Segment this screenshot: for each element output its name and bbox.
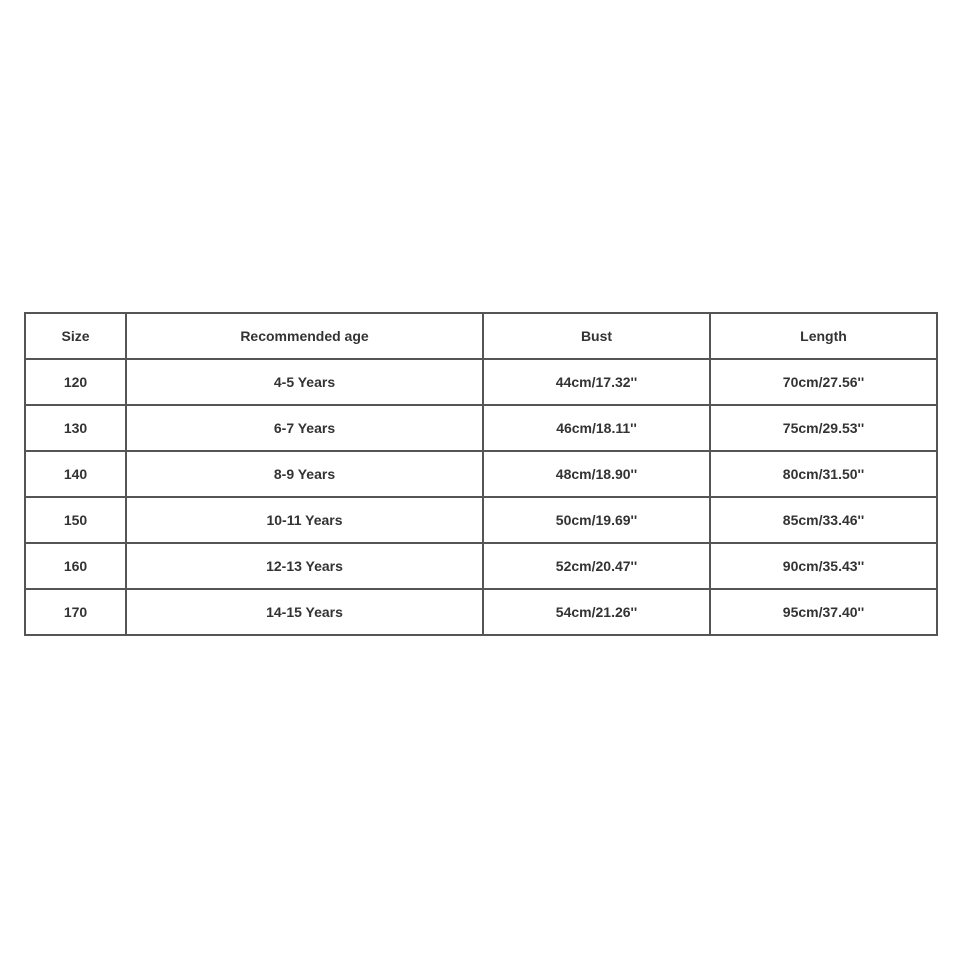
cell-bust: 52cm/20.47'': [483, 543, 710, 589]
cell-size: 120: [25, 359, 126, 405]
cell-length: 75cm/29.53'': [710, 405, 937, 451]
cell-recommended-age: 8-9 Years: [126, 451, 483, 497]
header-recommended-age: Recommended age: [126, 313, 483, 359]
cell-length: 85cm/33.46'': [710, 497, 937, 543]
cell-length: 80cm/31.50'': [710, 451, 937, 497]
table-header-row: [25, 313, 937, 359]
size-chart-table: [24, 312, 938, 636]
table-row: [25, 405, 937, 451]
cell-bust: 50cm/19.69'': [483, 497, 710, 543]
cell-size: 160: [25, 543, 126, 589]
cell-size: 170: [25, 589, 126, 635]
cell-length: 95cm/37.40'': [710, 589, 937, 635]
cell-bust: 46cm/18.11'': [483, 405, 710, 451]
cell-recommended-age: 12-13 Years: [126, 543, 483, 589]
table-row: [25, 589, 937, 635]
header-length: Length: [710, 313, 937, 359]
cell-recommended-age: 10-11 Years: [126, 497, 483, 543]
table-row: [25, 497, 937, 543]
cell-bust: 54cm/21.26'': [483, 589, 710, 635]
table-row: [25, 543, 937, 589]
cell-length: 90cm/35.43'': [710, 543, 937, 589]
header-size: Size: [25, 313, 126, 359]
cell-length: 70cm/27.56'': [710, 359, 937, 405]
cell-size: 150: [25, 497, 126, 543]
cell-size: 140: [25, 451, 126, 497]
cell-bust: 48cm/18.90'': [483, 451, 710, 497]
table-row: [25, 359, 937, 405]
cell-size: 130: [25, 405, 126, 451]
header-bust: Bust: [483, 313, 710, 359]
cell-bust: 44cm/17.32'': [483, 359, 710, 405]
table-row: [25, 451, 937, 497]
cell-recommended-age: 6-7 Years: [126, 405, 483, 451]
cell-recommended-age: 14-15 Years: [126, 589, 483, 635]
cell-recommended-age: 4-5 Years: [126, 359, 483, 405]
